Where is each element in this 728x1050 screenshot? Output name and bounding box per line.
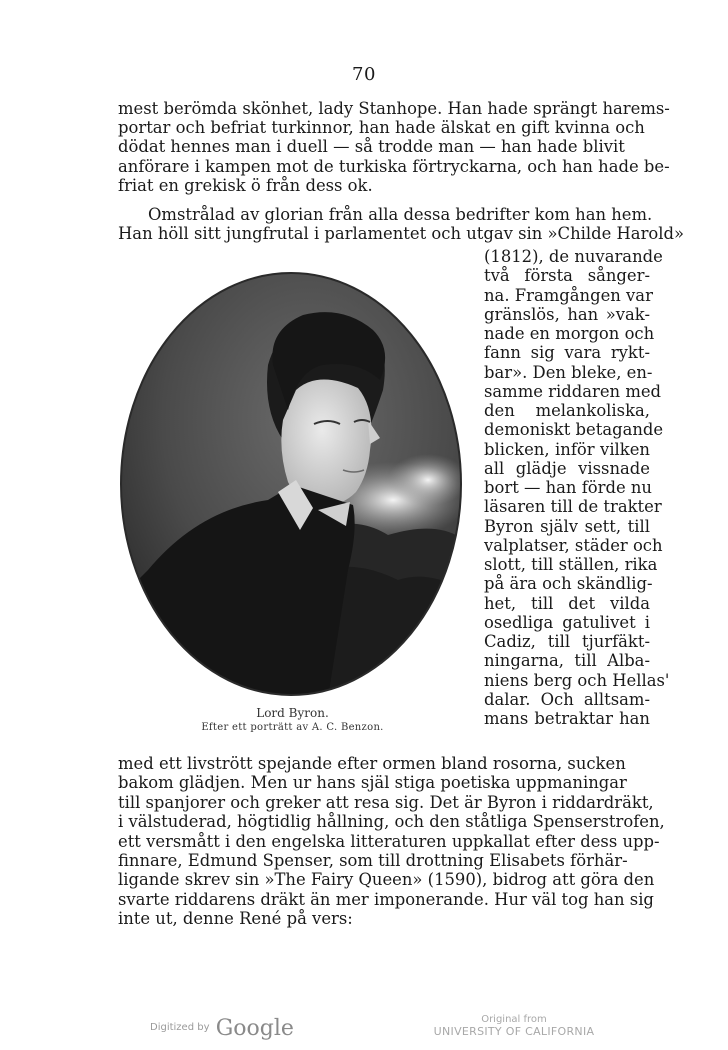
text-line: anförare i kampen mot de turkiska förtryckarna, och han hade be- — [118, 156, 670, 176]
text-line: bort — han förde nu — [484, 478, 652, 497]
digitized-prefix: Digitized by — [150, 1022, 210, 1033]
text-line: gränslös, han »vak- — [484, 304, 650, 324]
text-line: blicken, inför vilken — [484, 439, 650, 459]
text-line: dalar. Och alltsam- — [484, 689, 650, 709]
figure-caption: Lord Byron. — [256, 706, 329, 720]
digitized-by-watermark — [150, 1016, 294, 1041]
original-from-label: Original from — [481, 1014, 547, 1025]
text-line: na. Framgången var — [484, 285, 653, 305]
original-from-watermark — [424, 1014, 604, 1038]
text-line: slott, till ställen, rika — [484, 555, 658, 574]
text-line: två första sånger- — [484, 266, 650, 286]
text-line: osedliga gatulivet i — [484, 612, 650, 632]
text-line: niens berg och Hellas' — [484, 670, 670, 690]
text-line: inte ut, denne René på vers: — [118, 909, 353, 929]
page-number: 70 — [352, 64, 376, 85]
text-line: mans betraktar han — [484, 709, 650, 728]
text-line: portar och befriat turkinnor, han hade älskat en gift kvinna och — [118, 118, 645, 138]
text-line: het, till det vilda — [484, 593, 650, 613]
text-line: Omstrålad av glorian från alla dessa bedrifter kom han hem. — [148, 205, 653, 224]
text-line: all glädje vissnade — [484, 458, 650, 478]
text-line: fann sig vara rykt- — [484, 343, 650, 363]
text-line: i välstuderad, högtidlig hållning, och den ståtliga Spenserstrofen, — [118, 812, 665, 832]
text-line: Han höll sitt jungfrutal i parlamentet och utgav sin »Childe Harold» — [118, 224, 685, 244]
text-line: svarte riddarens dräkt än mer imponerande. Hur väl tog han sig — [118, 889, 654, 909]
text-line: demoniskt betagande — [484, 420, 664, 440]
text-line: på ära och skändlig- — [484, 574, 653, 594]
text-line: ett versmått i den engelska litteraturen uppkallat efter dess upp- — [118, 831, 660, 851]
text-line: Cadiz, till tjurfäkt- — [484, 632, 650, 651]
text-line: mest berömda skönhet, lady Stanhope. Han hade sprängt harems- — [118, 99, 670, 118]
text-line: dödat hennes man i duell — så trodde man — han hade blivit — [118, 137, 625, 157]
paragraph-bottom — [118, 754, 665, 929]
text-line: (1812), de nuvarande — [484, 247, 663, 266]
figure-credit: Efter ett porträtt av A. C. Benzon. — [201, 722, 384, 733]
text-line: nade en morgon och — [484, 324, 655, 343]
text-line: till spanjorer och greker att resa sig. Det är Byron i riddardräkt, — [118, 792, 654, 812]
text-line: Byron själv sett, till — [484, 516, 650, 536]
paragraph-2-opening — [118, 205, 685, 244]
text-line: den melankoliska, — [484, 401, 650, 420]
byron-portrait — [118, 270, 464, 698]
text-line: ningarna, till Alba- — [484, 651, 650, 671]
text-line: valplatser, städer och — [484, 535, 663, 555]
text-line: finnare, Edmund Spenser, som till drottning Elisabets förhär- — [118, 851, 628, 871]
text-line: bakom glädjen. Men ur hans själ stiga poetiska uppmaningar — [118, 773, 627, 793]
google-logo: Google — [215, 1016, 294, 1041]
text-line: bar». Den bleke, en- — [484, 362, 653, 382]
side-column — [484, 247, 670, 728]
text-line: samme riddaren med — [484, 381, 662, 401]
paragraph-top — [118, 99, 670, 195]
text-line: ligande skrev sin »The Fairy Queen» (1590), bidrog att göra den — [118, 870, 655, 890]
institution-name: UNIVERSITY OF CALIFORNIA — [433, 1025, 595, 1038]
text-line: friat en grekisk ö från dess ok. — [118, 175, 373, 195]
text-line: med ett livstrött spejande efter ormen bland rosorna, sucken — [118, 754, 626, 773]
text-line: läsaren till de trakter — [484, 497, 662, 517]
